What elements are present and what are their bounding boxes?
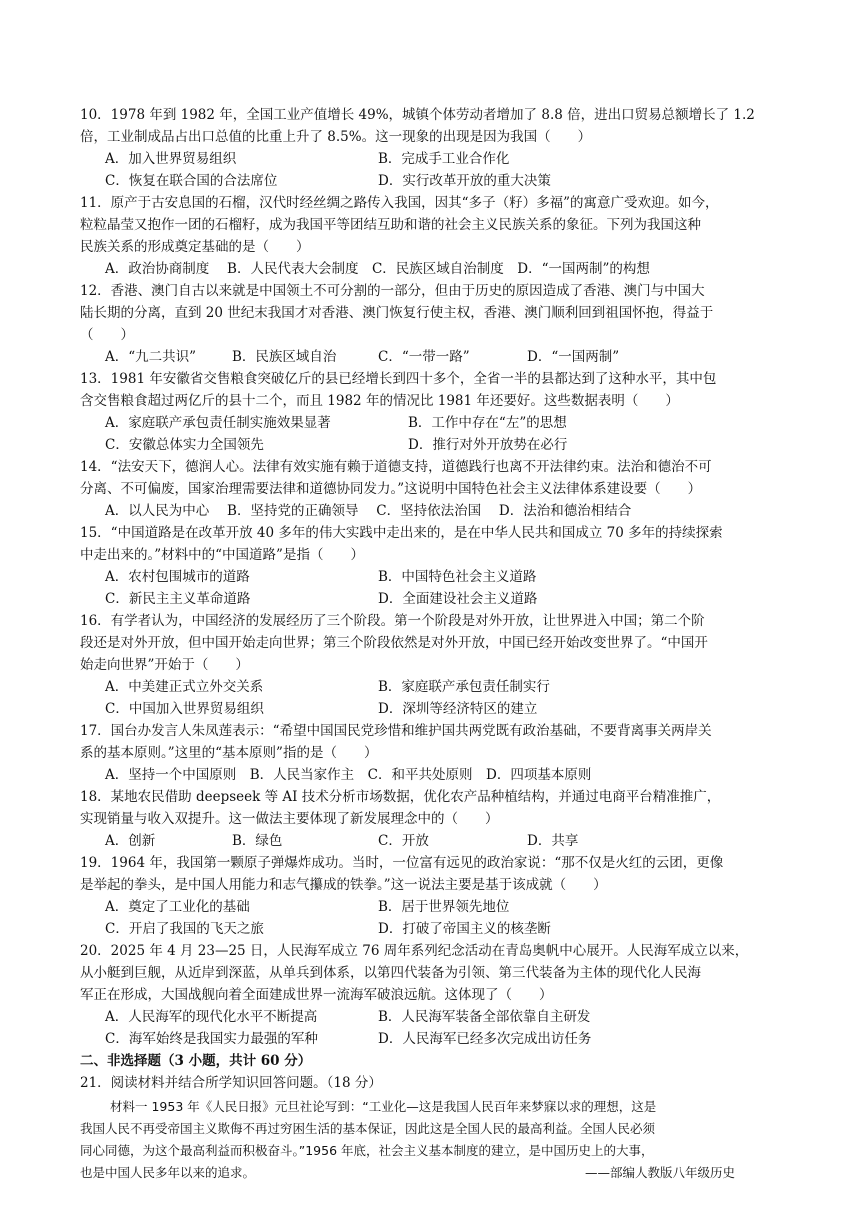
question-15-line-1: 15．“中国道路是在改革开放 40 多年的伟大实践中走出来的，是在中华人民共和国成立 70 多年的持续探索 (80, 525, 723, 541)
question-17-line-2: 系的基本原则。”这里的“基本原则”指的是（ ） (80, 745, 378, 761)
question-12-line-3: （ ） (80, 327, 134, 343)
q20-option-c: C．海军始终是我国实力最强的军种 (105, 1031, 318, 1047)
question-20-line-1: 20．2025 年 4 月 23—25 日，人民海军成立 76 周年系列纪念活动在青岛奥帆中心展开。人民海军成立以来， (80, 943, 749, 959)
q18-option-a: A．创新 (105, 833, 156, 849)
question-17-line-1: 17．国台办发言人朱凤莲表示：“希望中国国民党珍惜和维护国共两党既有政治基础，不要背离事关两岸关 (80, 723, 712, 739)
q10-option-b: B．完成手工业合作化 (378, 151, 510, 167)
question-20-line-3: 军正在形成，大国战舰向着全面建成世界一流海军破浪远航。这体现了（ ） (80, 987, 553, 1003)
q13-option-c: C．安徽总体实力全国领先 (105, 437, 264, 453)
q16-option-b: B．家庭联产承包责任制实行 (378, 679, 550, 695)
q20-option-d: D．人民海军已经多次完成出访任务 (378, 1031, 592, 1047)
q12-option-b: B．民族区域自治 (232, 349, 337, 365)
material-line-1: 材料一 1953 年《人民日报》元旦社论写到：“工业化—这是我国人民百年来梦寐以求的理想，这是 (110, 1099, 657, 1114)
q13-option-d: D．推行对外开放势在必行 (408, 437, 568, 453)
q19-option-a: A．奠定了工业化的基础 (105, 899, 250, 915)
question-11-line-2: 粒粒晶莹又抱作一团的石榴籽，成为我国平等团结互助和谐的社会主义民族关系的象征。下列为我国这种 (80, 217, 701, 233)
q15-option-c: C．新民主主义革命道路 (105, 591, 251, 607)
q12-option-c: C．“一带一路” (378, 349, 470, 365)
q15-option-d: D．全面建设社会主义道路 (378, 591, 538, 607)
material-source: ——部编人教版八年级历史 (585, 1165, 736, 1180)
q16-option-d: D．深圳等经济特区的建立 (378, 701, 538, 717)
q20-option-b: B．人民海军装备全部依靠自主研发 (378, 1009, 591, 1025)
question-11-line-3: 民族关系的形成奠定基础的是（ ） (80, 239, 310, 255)
question-15-line-2: 中走出来的。”材料中的“中国道路”是指（ ） (80, 547, 364, 563)
q10-option-d: D．实行改革开放的重大决策 (378, 173, 551, 189)
q18-option-d: D．共享 (527, 833, 579, 849)
question-19-line-2: 是举起的拳头，是中国人用能力和志气攥成的铁拳。”这一说法主要是基于该成就（ ） (80, 877, 607, 893)
q20-option-a: A．人民海军的现代化水平不断提高 (105, 1009, 318, 1025)
q12-option-a: A．“九二共识” (105, 349, 197, 365)
q15-option-b: B．中国特色社会主义道路 (378, 569, 537, 585)
material-line-3: 同心同德，为这个最高利益而积极奋斗。”1956 年底，社会主义基本制度的建立，是中国历史上的大事， (80, 1143, 654, 1158)
q10-option-c: C．恢复在联合国的合法席位 (105, 173, 278, 189)
question-13-line-1: 13．1981 年安徽省交售粮食突破亿斤的县已经增长到四十多个，全省一半的县都达到了这种水平，其中包 (80, 371, 717, 387)
question-19-line-1: 19．1964 年，我国第一颗原子弹爆炸成功。当时，一位富有远见的政治家说：“那不仅是火红的云团，更像 (80, 855, 724, 871)
question-10-line-2: 倍，工业制成品占出口总值的比重上升了 8.5%。这一现象的出现是因为我国（ ） (80, 129, 592, 145)
question-18-line-1: 18．某地农民借助 deepseek 等 AI 技术分析市场数据，优化农产品种植结构，并通过电商平台精准推广， (80, 789, 721, 805)
question-21-prompt: 21．阅读材料并结合所学知识回答问题。（18 分） (80, 1075, 382, 1091)
section-heading: 二、非选择题（3 小题，共计 60 分） (80, 1053, 312, 1069)
q10-option-a: A．加入世界贸易组织 (105, 151, 237, 167)
q19-option-b: B．居于世界领先地位 (378, 899, 510, 915)
question-11-line-1: 11．原产于古安息国的石榴，汉代时经丝绸之路传入我国，因其“多子（籽）多福”的寓意广受欢迎。如今， (80, 195, 719, 211)
question-14-line-1: 14．“法安天下，德润人心。法律有效实施有赖于道德支持，道德践行也离不开法律约束。法治和德治不可 (80, 459, 712, 475)
q19-option-d: D．打破了帝国主义的核垄断 (378, 921, 551, 937)
material-line-2: 我国人民不再受帝国主义欺侮不再过穷困生活的基本保证，因此这是全国人民的最高利益。全国人民必须 (80, 1121, 656, 1136)
q12-option-d: D．“一国两制” (527, 349, 620, 365)
q13-option-a: A．家庭联产承包责任制实施效果显著 (105, 415, 331, 431)
question-16-line-3: 始走向世界”开始于（ ） (80, 657, 249, 673)
q17-options: A．坚持一个中国原则 B．人民当家作主 C．和平共处原则 D．四项基本原则 (105, 767, 592, 783)
q15-option-a: A．农村包围城市的道路 (105, 569, 250, 585)
question-16-line-2: 段还是对外开放，但中国开始走向世界；第三个阶段依然是对外开放，中国已经开始改变世界了。“中国开 (80, 635, 708, 651)
q16-option-c: C．中国加入世界贸易组织 (105, 701, 264, 717)
question-12-line-2: 陆长期的分离，直到 20 世纪末我国才对香港、澳门恢复行使主权，香港、澳门顺利回到祖国怀抱，得益于 (80, 305, 714, 321)
q18-option-b: B．绿色 (232, 833, 283, 849)
question-12-line-1: 12．香港、澳门自古以来就是中国领土不可分割的一部分，但由于历史的原因造成了香港、澳门与中国大 (80, 283, 705, 299)
q11-options: A．政治协商制度 B．人民代表大会制度 C．民族区域自治制度 D．“一国两制”的构想 (105, 261, 650, 277)
q16-option-a: A．中美建正式立外交关系 (105, 679, 264, 695)
q14-options: A．以人民为中心 B．坚持党的正确领导 C．坚持依法治国 D．法治和德治相结合 (105, 503, 632, 519)
question-14-line-2: 分离、不可偏废，国家治理需要法律和道德协同发力。”这说明中国特色社会主义法律体系建设要（ ） (80, 481, 702, 497)
question-10-line-1: 10．1978 年到 1982 年，全国工业产值增长 49%，城镇个体劳动者增加了 8.8 倍，进出口贸易总额增长了 1.2 (80, 107, 755, 123)
question-13-line-2: 含交售粮食超过两亿斤的县十二个，而且 1982 年的情况比 1981 年还要好。这些数据表明（ ） (80, 393, 679, 409)
question-20-line-2: 从小艇到巨舰，从近岸到深蓝，从单兵到体系，以第四代装备为引领、第三代装备为主体的现代化人民海 (80, 965, 701, 981)
q18-option-c: C．开放 (378, 833, 429, 849)
question-18-line-2: 实现销量与收入双提升。这一做法主要体现了新发展理念中的（ ） (80, 811, 499, 827)
q19-option-c: C．开启了我国的飞天之旅 (105, 921, 264, 937)
material-line-4: 也是中国人民多年以来的追求。 (80, 1165, 256, 1180)
q13-option-b: B．工作中存在“左”的思想 (408, 415, 567, 431)
question-16-line-1: 16．有学者认为，中国经济的发展经历了三个阶段。第一个阶段是对外开放，让世界进入中国；第二个阶 (80, 613, 705, 629)
